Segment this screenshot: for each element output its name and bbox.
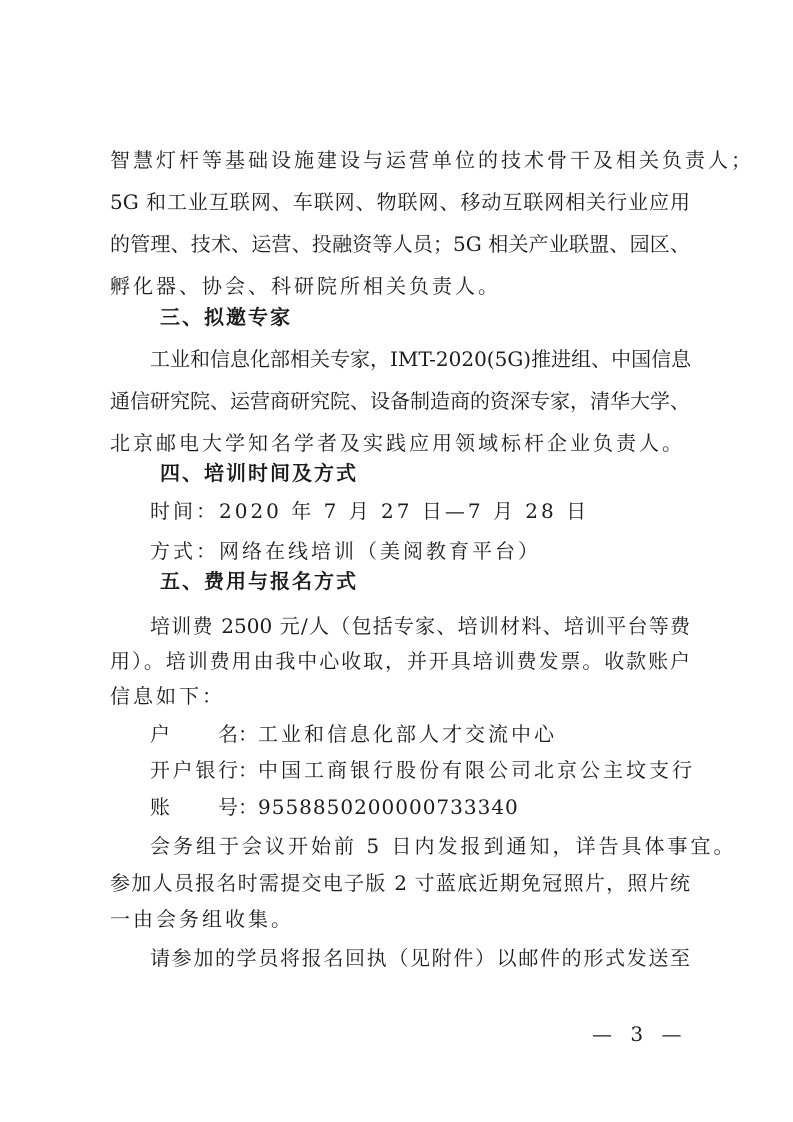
body-text-line: 用）。培训费用由我中心收取，并开具培训费发票。收款账户 — [110, 649, 690, 673]
account-colon: ： — [238, 795, 258, 819]
body-text-line: 的管理、技术、运营、投融资等人员；5G 相关产业联盟、园区、 — [110, 232, 690, 256]
training-method: 方式：网络在线培训（美阅教育平台） — [150, 539, 541, 563]
body-text-line: 请参加的学员将报名回执（见附件）以邮件的形式发送至 — [150, 946, 690, 970]
account-name-row — [150, 720, 730, 748]
account-bank-value: 中国工商银行股份有限公司北京公主坟支行 — [258, 758, 695, 782]
section-heading-fee: 五、费用与报名方式 — [160, 569, 358, 593]
body-text-line: 参加人员报名时需提交电子版 2 寸蓝底近期免冠照片，照片统 — [110, 871, 690, 895]
body-text-line: 工业和信息化部相关专家，IMT-2020(5G)推进组、中国信息 — [150, 347, 692, 371]
body-text-line: 一由会务组收集。 — [110, 907, 294, 931]
body-text-line: 5G 和工业互联网、车联网、物联网、移动互联网相关行业应用 — [110, 190, 690, 214]
body-text-line: 通信研究院、运营商研究院、设备制造商的资深专家，清华大学、 — [110, 389, 690, 413]
page-number: — 3 — — [592, 1022, 688, 1046]
section-heading-experts: 三、拟邀专家 — [160, 305, 292, 329]
body-text-line: 北京邮电大学知名学者及实践应用领域标杆企业负责人。 — [110, 431, 685, 455]
body-text-line: 会务组于会议开始前 5 日内发报到通知，详告具体事宜。 — [150, 834, 737, 858]
account-bank-label: 开户银行 — [150, 758, 238, 782]
body-text-line: 智慧灯杆等基础设施建设与运营单位的技术骨干及相关负责人； — [110, 148, 754, 172]
account-name-value: 工业和信息化部人才交流中心 — [258, 722, 557, 746]
training-time: 时间：2020 年 7 月 27 日—7 月 28 日 — [150, 499, 590, 523]
section-heading-time: 四、培训时间及方式 — [160, 461, 358, 485]
account-bank-row — [150, 756, 730, 784]
account-number-value: 9558850200000733340 — [258, 795, 519, 819]
account-number-row — [150, 793, 730, 821]
body-text-line: 信息如下： — [110, 684, 225, 708]
account-colon: ： — [238, 758, 258, 782]
body-text-line: 培训费 2500 元/人（包括专家、培训材料、培训平台等费 — [150, 614, 690, 638]
account-colon: ： — [238, 722, 258, 746]
body-text-line: 孵化器、协会、科研院所相关负责人。 — [110, 274, 501, 298]
account-number-label: 账 号 — [150, 795, 238, 819]
account-name-label: 户 名 — [150, 722, 238, 746]
